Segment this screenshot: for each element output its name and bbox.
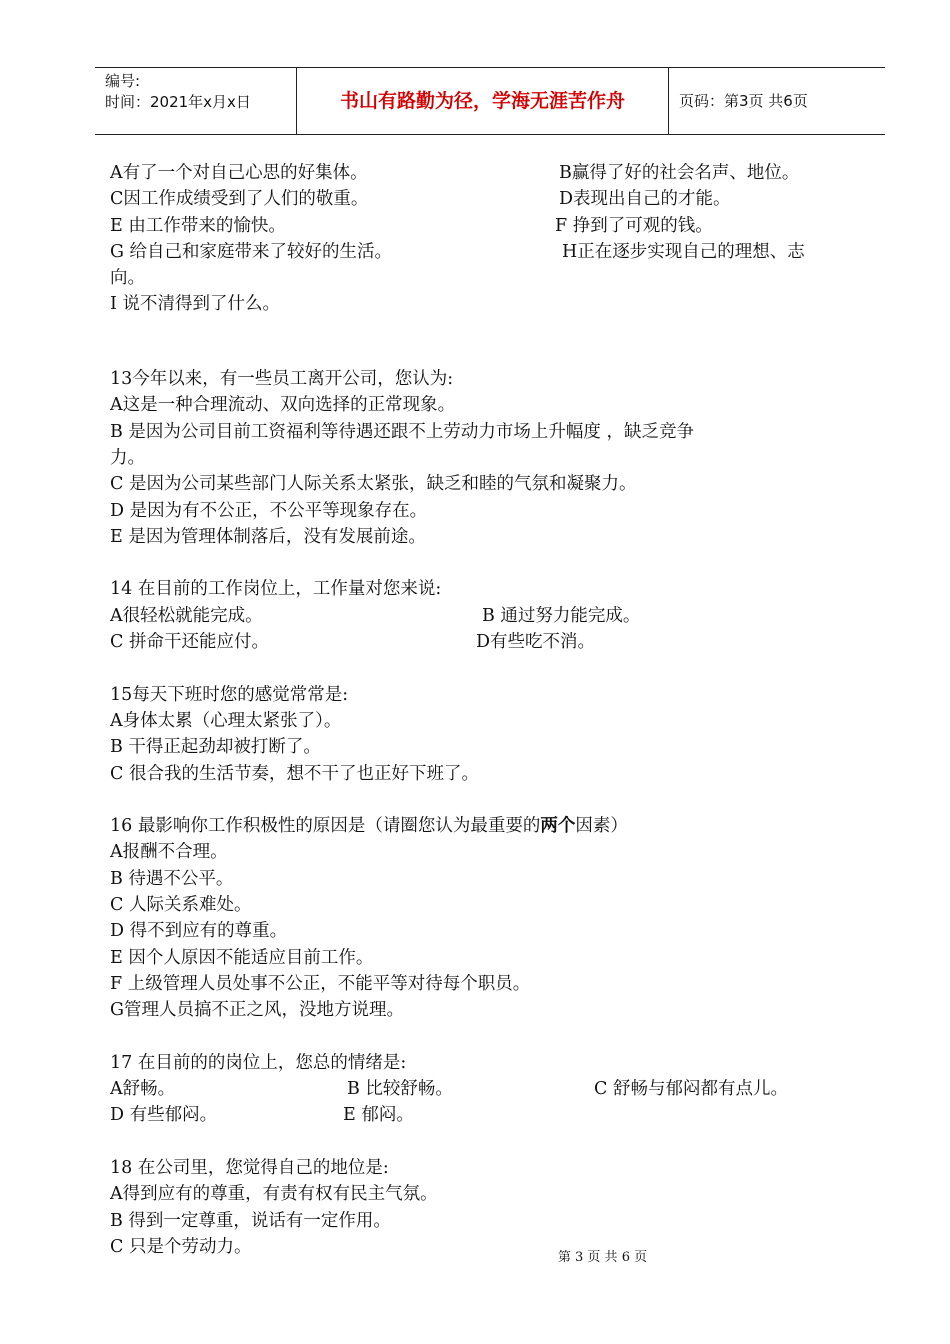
q12-row-3 <box>110 213 880 239</box>
q14-option-c: C 拼命干还能应付。 <box>110 632 269 653</box>
q14-option-b: B 通过努力能完成。 <box>482 605 641 626</box>
q16-question-emphasis: 两个 <box>540 816 576 837</box>
q13-option-e: E 是因为管理体制落后，没有发展前途。 <box>110 526 426 547</box>
q16-option-d: D 得不到应有的尊重。 <box>110 921 288 942</box>
q12-option-g: G 给自己和家庭带来了较好的生活。 <box>110 241 393 262</box>
q17-row-1 <box>110 1076 880 1102</box>
header-meta <box>95 68 297 134</box>
q17-option-b: B 比较舒畅。 <box>347 1079 453 1100</box>
document-body <box>110 160 880 1260</box>
q14-row-1 <box>110 603 880 629</box>
q16-option-a: A报酬不合理。 <box>110 842 228 863</box>
q18-option-b: B 得到一定尊重，说话有一定作用。 <box>110 1210 391 1231</box>
q17-row-2 <box>110 1102 880 1128</box>
q15-option-c: C 很合我的生活节奏，想不干了也正好下班了。 <box>110 763 479 784</box>
q13-option-b-cont: 力。 <box>110 447 145 468</box>
q17-question: 17 在目前的的岗位上，您总的情绪是: <box>110 1052 407 1073</box>
q17-option-a: A舒畅。 <box>110 1079 176 1100</box>
q16-question-pre: 16 最影响你工作积极性的原因是（请圈您认为最重要的 <box>110 816 541 837</box>
q17-option-d: D 有些郁闷。 <box>110 1105 218 1126</box>
q12-row-2 <box>110 186 880 212</box>
q16-option-e: E 因个人原因不能适应目前工作。 <box>110 947 374 968</box>
q12-option-e: E 由工作带来的愉快。 <box>110 215 286 236</box>
q12-option-h-cont: 向。 <box>110 268 145 289</box>
q12-option-f: F 挣到了可观的钱。 <box>555 215 713 236</box>
time-label: 时间：2021年x月x日 <box>105 93 251 111</box>
q15-option-a: A身体太累（心理太紧张了）。 <box>110 710 342 731</box>
q16-option-f: F 上级管理人员处事不公正，不能平等对待每个职员。 <box>110 973 531 994</box>
header-page-info: 页码：第3页 共6页 <box>679 92 808 110</box>
q15-question: 15每天下班时您的感觉常常是: <box>110 684 349 705</box>
q16-option-b: B 待遇不公平。 <box>110 868 234 889</box>
page-footer: 第 3 页 共 6 页 <box>557 1250 648 1265</box>
serial-label: 编号: <box>105 72 141 90</box>
q13-option-d: D 是因为有不公正，不公平等现象存在。 <box>110 500 428 521</box>
q12-option-d: D表现出自己的才能。 <box>559 189 731 210</box>
q12-row-1 <box>110 160 880 186</box>
q14-option-d: D有些吃不消。 <box>476 632 596 653</box>
q16-question-post: 因素） <box>575 816 628 837</box>
q14-row-2 <box>110 629 880 655</box>
q13-option-a: A这是一种合理流动、双向选择的正常现象。 <box>110 395 456 416</box>
q16-question <box>110 813 880 839</box>
q12-option-h: H正在逐步实现自己的理想、志 <box>562 241 805 262</box>
q18-option-a: A得到应有的尊重，有责有权有民主气氛。 <box>110 1184 438 1205</box>
header-motto: 书山有路勤为径，学海无涯苦作舟 <box>297 68 669 134</box>
q12-option-c: C因工作成绩受到了人们的敬重。 <box>110 189 369 210</box>
q17-option-e: E 郁闷。 <box>343 1105 414 1126</box>
q18-option-c: C 只是个劳动力。 <box>110 1236 252 1257</box>
q16-option-g: G管理人员搞不正之风，没地方说理。 <box>110 1000 404 1021</box>
q15-option-b: B 干得正起劲却被打断了。 <box>110 737 321 758</box>
q17-option-c: C 舒畅与郁闷都有点儿。 <box>594 1079 788 1100</box>
q14-option-a: A很轻松就能完成。 <box>110 605 263 626</box>
page-header <box>95 67 885 135</box>
q18-question: 18 在公司里，您觉得自己的地位是: <box>110 1157 389 1178</box>
q16-option-c: C 人际关系难处。 <box>110 895 252 916</box>
q13-question: 13今年以来，有一些员工离开公司，您认为: <box>110 369 454 390</box>
q12-option-a: A有了一个对自己心思的好集体。 <box>110 163 368 183</box>
q13-option-b: B 是因为公司目前工资福利等待遇还跟不上劳动力市场上升幅度 ，缺乏竞争 <box>110 421 694 442</box>
q12-option-b: B赢得了好的社会名声、地位。 <box>559 163 800 183</box>
q12-row-4 <box>110 239 880 265</box>
q12-option-i: I 说不清得到了什么。 <box>110 294 280 315</box>
q14-question: 14 在目前的工作岗位上，工作量对您来说: <box>110 579 442 600</box>
q13-option-c: C 是因为公司某些部门人际关系太紧张，缺乏和睦的气氛和凝聚力。 <box>110 474 637 495</box>
